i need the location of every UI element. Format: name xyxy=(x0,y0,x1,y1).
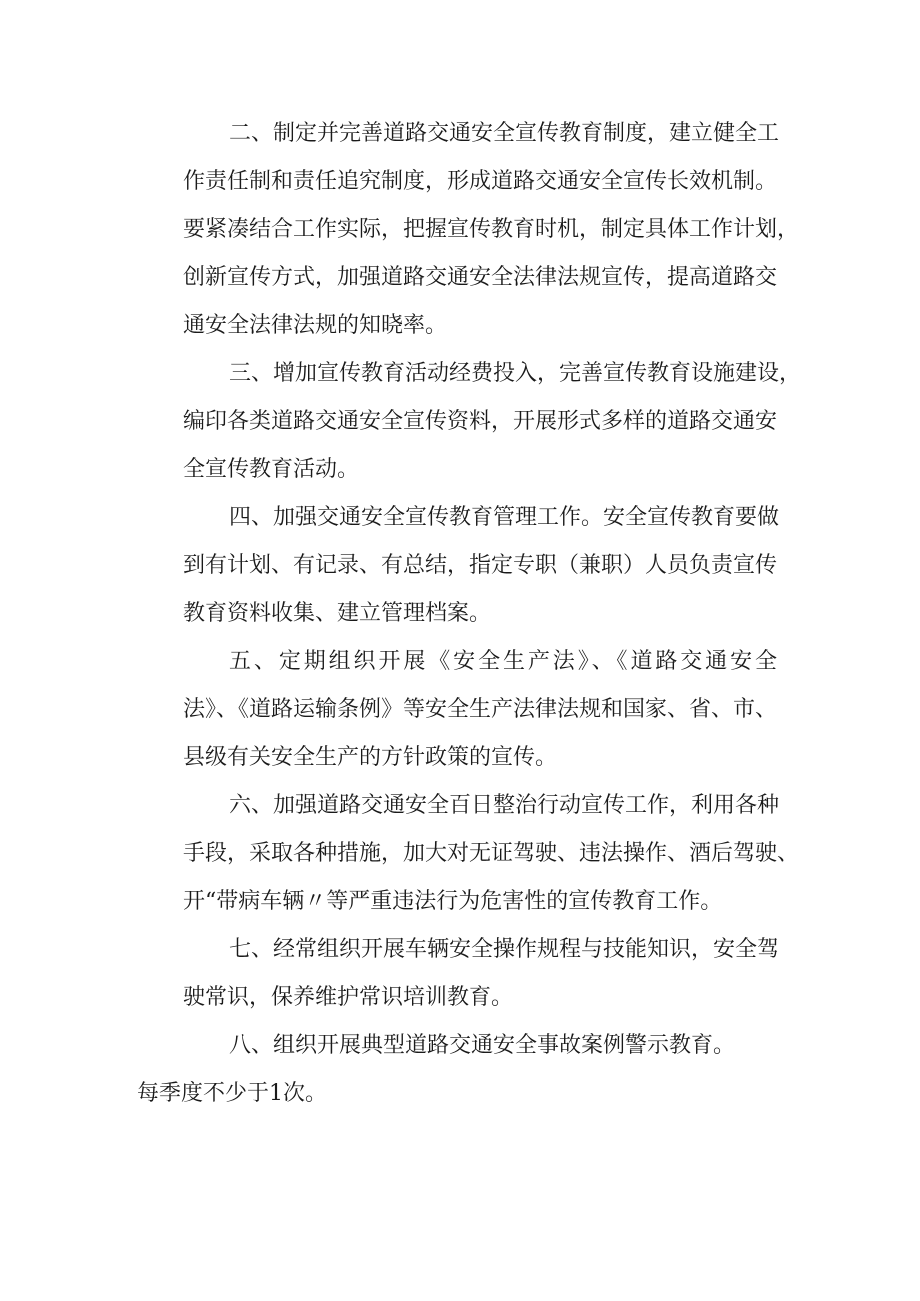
paragraph-line: 创新宣传方式，加强道路交通安全法律法规宣传，提高道路交 xyxy=(183,265,778,290)
paragraph-line: 法》、《道路运输条例》等安全生产法律法规和国家、省、市、 xyxy=(183,697,778,722)
paragraph-line: 七、经常组织开展车辆安全操作规程与技能知识，安全驾 xyxy=(229,937,780,962)
paragraph-line: 作责任制和责任追究制度，形成道路交通安全宣传长效机制。 xyxy=(183,169,778,194)
paragraph-line: 通安全法律法规的知晓率。 xyxy=(183,313,448,338)
document-body xyxy=(137,110,802,1118)
paragraph-line: 开“带病车辆〃等严重违法行为危害性的宣传教育工作。 xyxy=(183,889,723,914)
paragraph-line: 五、定期组织开展《安全生产法》、《道路交通安全 xyxy=(229,649,777,674)
paragraph-line: 三、增加宣传教育活动经费投入，完善宣传教育设施建设， xyxy=(229,361,802,386)
paragraph-line: 驶常识，保养维护常识培训教育。 xyxy=(183,985,514,1010)
paragraph-3 xyxy=(137,350,802,494)
paragraph-line: 手段，采取各种措施，加大对无证驾驶、违法操作、酒后驾驶、 xyxy=(183,841,800,866)
paragraph-line: 县级有关安全生产的方针政策的宣传。 xyxy=(183,745,558,770)
paragraph-5 xyxy=(137,638,777,782)
paragraph-line: 二、制定并完善道路交通安全宣传教育制度，建立健全工 xyxy=(229,121,780,146)
closing-line: 每季度不少于1次。 xyxy=(137,1081,327,1106)
paragraph-line: 六、加强道路交通安全百日整治行动宣传工作，利用各种 xyxy=(229,793,780,818)
paragraph-8 xyxy=(137,1022,777,1070)
paragraph-4 xyxy=(137,494,780,638)
paragraph-line: 编印各类道路交通安全宣传资料，开展形式多样的道路交通安 xyxy=(183,409,778,434)
paragraph-6 xyxy=(137,782,800,926)
paragraph-line: 全宣传教育活动。 xyxy=(183,457,360,482)
paragraph-line: 要紧凑结合工作实际，把握宣传教育时机，制定具体工作计划， xyxy=(183,217,800,242)
paragraph-line: 四、加强交通安全宣传教育管理工作。安全宣传教育要做 xyxy=(229,505,780,530)
paragraph-2 xyxy=(137,110,800,350)
paragraph-7 xyxy=(137,926,780,1022)
paragraph-line: 到有计划、有记录、有总结，指定专职（兼职）人员负责宣传 xyxy=(183,553,778,578)
paragraph-line: 八、组织开展典型道路交通安全事故案例警示教育。 xyxy=(229,1033,736,1058)
paragraph-line: 教育资料收集、建立管理档案。 xyxy=(183,601,492,626)
